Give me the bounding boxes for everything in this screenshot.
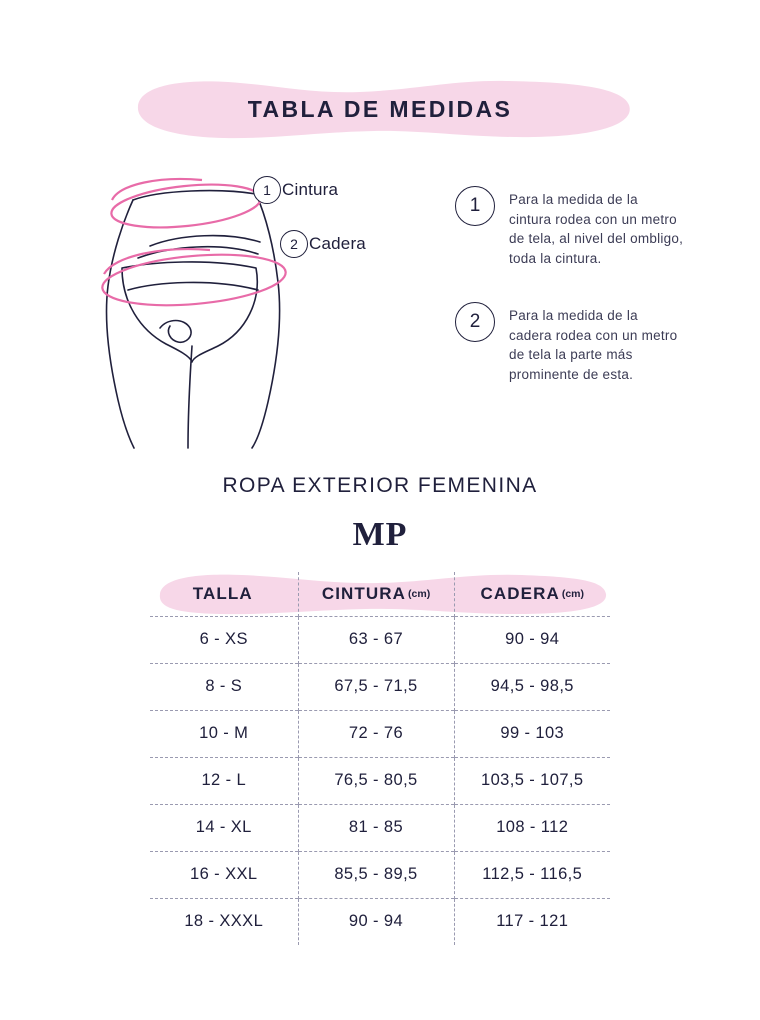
- title-banner: [124, 78, 636, 140]
- instruction-item-2: [455, 302, 725, 384]
- instructions-list: [455, 186, 725, 419]
- instruction-badge-2: 2: [455, 302, 495, 342]
- cell-cadera: 117 - 121: [454, 898, 610, 945]
- table-row: [150, 757, 610, 804]
- cell-cadera: 112,5 - 116,5: [454, 851, 610, 898]
- page-title: TABLA DE MEDIDAS: [247, 95, 513, 122]
- cell-talla: 10 - M: [150, 710, 298, 757]
- instruction-item-1: [455, 186, 725, 268]
- table-row: [150, 710, 610, 757]
- instruction-badge-1: 1: [455, 186, 495, 226]
- table-row: [150, 663, 610, 710]
- cell-cintura: 85,5 - 89,5: [298, 851, 454, 898]
- table-row: [150, 804, 610, 851]
- size-table: [150, 572, 610, 945]
- size-table-area: [150, 572, 610, 945]
- body-illustration: [60, 150, 420, 450]
- column-header-cintura-unit: (cm): [408, 587, 431, 600]
- cell-cintura: 63 - 67: [298, 616, 454, 663]
- cell-cadera: 90 - 94: [454, 616, 610, 663]
- table-row: [150, 851, 610, 898]
- cell-talla: 12 - L: [150, 757, 298, 804]
- column-header-cintura-label: CINTURA: [321, 583, 407, 603]
- cell-cintura: 90 - 94: [298, 898, 454, 945]
- cell-cintura: 72 - 76: [298, 710, 454, 757]
- cell-talla: 8 - S: [150, 663, 298, 710]
- cell-cintura: 76,5 - 80,5: [298, 757, 454, 804]
- column-header-cadera: [454, 572, 610, 616]
- cell-cintura: 67,5 - 71,5: [298, 663, 454, 710]
- cell-cadera: 108 - 112: [454, 804, 610, 851]
- column-header-talla-label: TALLA: [192, 583, 253, 603]
- cell-talla: 14 - XL: [150, 804, 298, 851]
- callout-badge-2: 2: [280, 230, 308, 258]
- cell-cintura: 81 - 85: [298, 804, 454, 851]
- brand-logo: MP: [352, 516, 408, 553]
- cell-cadera: 94,5 - 98,5: [454, 663, 610, 710]
- table-row: [150, 898, 610, 945]
- instruction-text-2: Para la medida de la cadera rodea con un metro de tela la parte más prominente de esta.: [509, 308, 678, 382]
- column-header-cadera-label: CADERA: [480, 583, 560, 603]
- callout-badge-1: 1: [253, 176, 281, 204]
- cell-talla: 6 - XS: [150, 616, 298, 663]
- table-row: [150, 616, 610, 663]
- section-title: ROPA EXTERIOR FEMENINA: [222, 474, 538, 497]
- cell-cadera: 103,5 - 107,5: [454, 757, 610, 804]
- column-header-cintura: [298, 572, 454, 616]
- column-header-cadera-unit: (cm): [561, 587, 584, 600]
- cell-talla: 16 - XXL: [150, 851, 298, 898]
- column-header-talla: [150, 572, 298, 616]
- table-header-row: [150, 572, 610, 616]
- callout-label-cadera: Cadera: [309, 234, 366, 253]
- instruction-text-1: Para la medida de la cintura rodea con un metro de tela, al nivel del ombligo, toda la cintura.: [509, 192, 684, 266]
- cell-cadera: 99 - 103: [454, 710, 610, 757]
- callout-label-cintura: Cintura: [282, 180, 339, 199]
- cell-talla: 18 - XXXL: [150, 898, 298, 945]
